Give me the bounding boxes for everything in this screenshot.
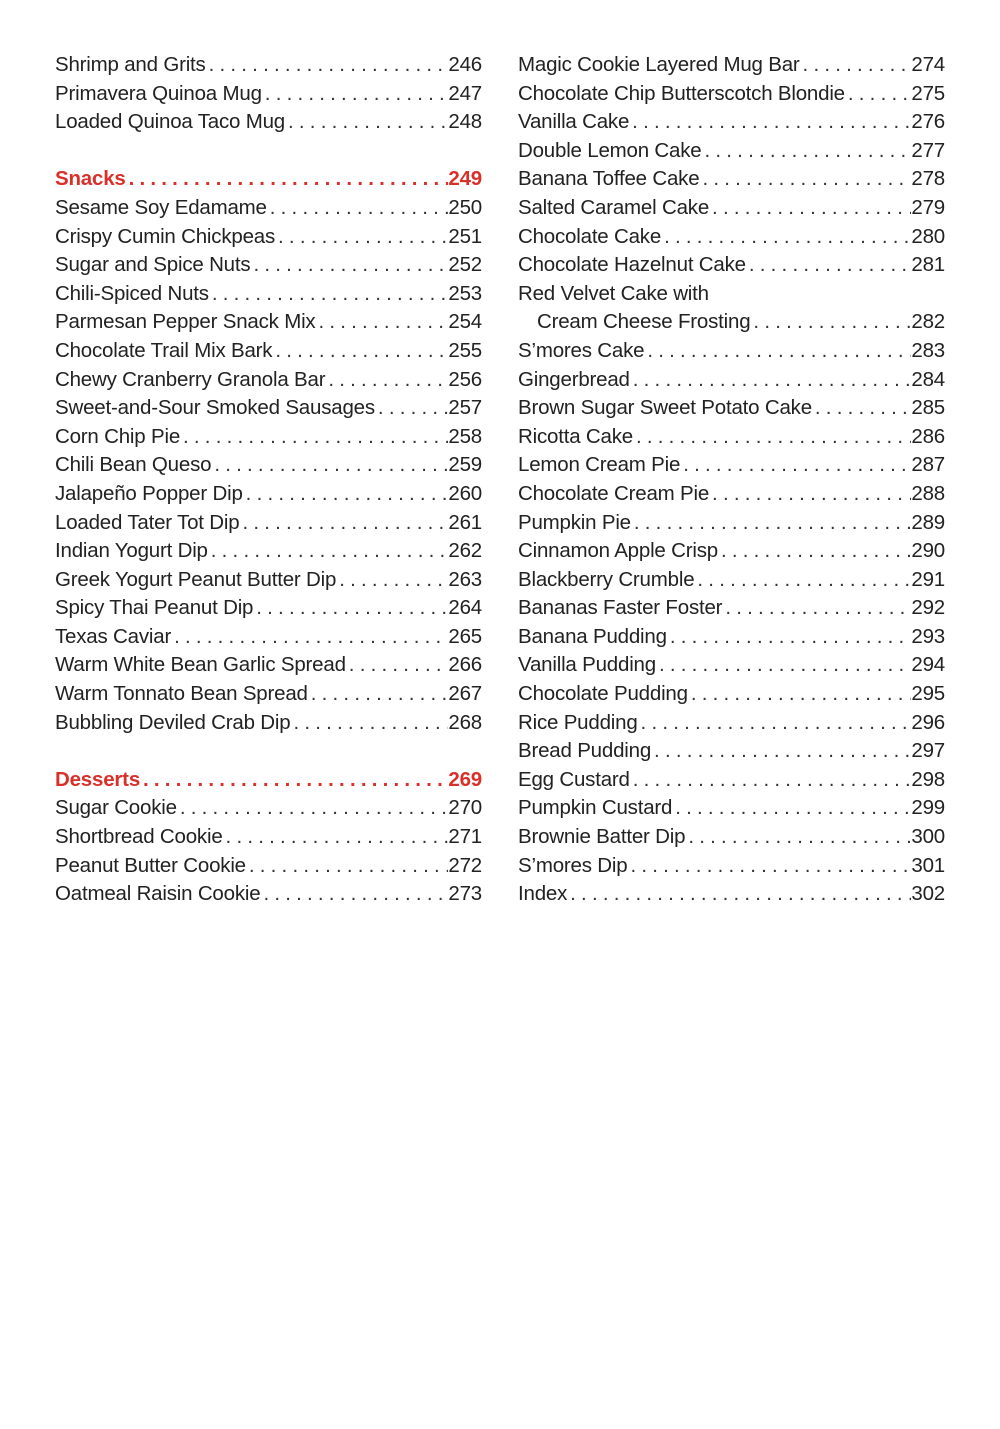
toc-entry-page-number: 301 (911, 853, 945, 877)
toc-entry-title: Snacks (55, 167, 126, 191)
dot-leader (812, 394, 911, 423)
dot-leader (709, 194, 911, 223)
toc-entry-page-number: 266 (448, 653, 482, 677)
toc-entry-page-number: 283 (911, 338, 945, 362)
toc-entry[interactable] (518, 194, 945, 223)
toc-entry[interactable] (55, 509, 482, 538)
dot-leader (680, 451, 911, 480)
dot-leader (644, 337, 911, 366)
toc-entry-title: Chocolate Chip Butterscotch Blondie (518, 81, 845, 105)
dot-leader (267, 194, 449, 223)
toc-entry-page-number: 265 (448, 624, 482, 648)
dot-leader (177, 794, 449, 823)
toc-entry-title: Vanilla Pudding (518, 653, 656, 677)
toc-entry-title: Sesame Soy Edamame (55, 195, 267, 219)
toc-entry-title: Bubbling Deviled Crab Dip (55, 710, 291, 734)
toc-entry-title: Double Lemon Cake (518, 138, 702, 162)
toc-entry[interactable] (518, 451, 945, 480)
toc-entry-page-number: 249 (448, 167, 482, 191)
dot-leader (638, 709, 912, 738)
toc-entry-title: S’mores Cake (518, 338, 645, 362)
dot-leader (243, 480, 449, 509)
toc-entry[interactable] (518, 537, 945, 566)
toc-entry-page-number: 302 (911, 882, 945, 906)
toc-entry-title: Oatmeal Raisin Cookie (55, 882, 261, 906)
dot-leader (633, 423, 911, 452)
toc-entry-page-number: 261 (448, 510, 482, 534)
toc-entry-page-number: 264 (448, 596, 482, 620)
toc-entry-page-number: 290 (911, 539, 945, 563)
dot-leader (722, 594, 911, 623)
toc-entry-page-number: 295 (911, 682, 945, 706)
toc-entry-title: Magic Cookie Layered Mug Bar (518, 53, 800, 76)
section-spacer (55, 137, 482, 166)
toc-entry[interactable] (518, 823, 945, 852)
toc-entry-title: Rice Pudding (518, 710, 638, 734)
toc-entry-title: Banana Pudding (518, 624, 667, 648)
toc-entry-title: Lemon Cream Pie (518, 453, 681, 477)
dot-leader (253, 594, 448, 623)
toc-entry[interactable] (518, 680, 945, 709)
toc-entry[interactable] (518, 566, 945, 595)
toc-entry-title: S’mores Dip (518, 853, 628, 877)
toc-entry-title: Sweet-and-Sour Smoked Sausages (55, 396, 375, 420)
toc-entry-page-number: 291 (911, 567, 945, 591)
toc-entry-page-number: 289 (911, 510, 945, 534)
toc-entry[interactable] (518, 280, 945, 309)
dot-leader (325, 366, 448, 395)
toc-entry[interactable] (55, 451, 482, 480)
toc-entry-title: Bananas Faster Foster (518, 596, 723, 620)
toc-entry-page-number: 287 (911, 453, 945, 477)
toc-entry[interactable] (518, 337, 945, 366)
toc-entry-page-number: 253 (448, 281, 482, 305)
dot-leader (845, 80, 912, 109)
toc-entry-page-number: 257 (448, 396, 482, 420)
toc-entry[interactable] (518, 480, 945, 509)
toc-entry-page-number: 296 (911, 710, 945, 734)
dot-leader (630, 366, 912, 395)
toc-entry-page-number: 268 (448, 710, 482, 734)
toc-entry-title: Desserts (55, 767, 141, 791)
toc-entry[interactable] (55, 880, 482, 909)
toc-entry-title: Texas Caviar (55, 624, 172, 648)
toc-entry-page-number: 260 (448, 481, 482, 505)
toc-entry[interactable] (55, 852, 482, 881)
toc-entry-title: Spicy Thai Peanut Dip (55, 596, 254, 620)
toc-entry-page-number: 277 (911, 138, 945, 162)
toc-entry[interactable] (55, 651, 482, 680)
toc-entry[interactable] (55, 366, 482, 395)
dot-leader (250, 251, 448, 280)
toc-entry-page-number: 256 (448, 367, 482, 391)
toc-entry[interactable] (518, 394, 945, 423)
toc-entry-page-number: 282 (911, 310, 945, 334)
toc-entry[interactable] (518, 766, 945, 795)
toc-entry-page-number: 248 (448, 110, 482, 134)
toc-entry[interactable] (55, 280, 482, 309)
toc-entry-title: Indian Yogurt Dip (55, 539, 208, 563)
toc-entry-page-number: 275 (911, 81, 945, 105)
toc-entry-page-number: 246 (448, 53, 482, 76)
dot-leader (275, 223, 448, 252)
toc-entry-title: Chocolate Hazelnut Cake (518, 253, 746, 277)
toc-entry[interactable] (518, 251, 945, 280)
dot-leader (260, 880, 448, 909)
toc-entry-page-number: 285 (911, 396, 945, 420)
toc-entry-title: Egg Custard (518, 767, 630, 791)
toc-entry[interactable] (518, 108, 945, 137)
toc-entry-title: Chili Bean Queso (55, 453, 212, 477)
toc-entry-page-number: 247 (448, 81, 482, 105)
toc-entry-title: Chocolate Pudding (518, 682, 688, 706)
dot-leader (709, 480, 911, 509)
toc-entry-page-number: 259 (448, 453, 482, 477)
toc-column-right (518, 51, 945, 909)
toc-entry-title: Brownie Batter Dip (518, 825, 686, 849)
dot-leader (746, 251, 912, 280)
toc-entry-title: Parmesan Pepper Snack Mix (55, 310, 316, 334)
dot-leader (685, 823, 911, 852)
toc-column-left (55, 51, 482, 909)
toc-entry[interactable] (518, 794, 945, 823)
toc-entry-title: Chocolate Trail Mix Bark (55, 338, 273, 362)
toc-entry[interactable] (55, 394, 482, 423)
dot-leader (651, 737, 911, 766)
toc-entry-page-number: 262 (448, 539, 482, 563)
toc-entry[interactable] (55, 709, 482, 738)
toc-entry-title: Bread Pudding (518, 739, 652, 763)
toc-entry-page-number: 250 (448, 195, 482, 219)
dot-leader (702, 137, 912, 166)
dot-leader (631, 509, 912, 538)
toc-entry[interactable] (518, 137, 945, 166)
toc-entry-page-number: 300 (911, 825, 945, 849)
section-spacer (55, 737, 482, 766)
toc-entry-page-number: 258 (448, 424, 482, 448)
toc-entry-title: Pumpkin Custard (518, 796, 673, 820)
toc-entry[interactable] (55, 680, 482, 709)
toc-entry-page-number: 267 (448, 682, 482, 706)
toc-entry-page-number: 297 (911, 739, 945, 763)
dot-leader (126, 165, 449, 194)
toc-entry-title: Warm Tonnato Bean Spread (55, 682, 308, 706)
toc-entry-title: Warm White Bean Garlic Spread (55, 653, 346, 677)
toc-entry-title: Chili-Spiced Nuts (55, 281, 209, 305)
toc-entry-page-number: 263 (448, 567, 482, 591)
toc-entry[interactable] (55, 80, 482, 109)
toc-entry-title: Ricotta Cake (518, 424, 633, 448)
toc-entry[interactable] (518, 651, 945, 680)
toc-entry-page-number: 270 (448, 796, 482, 820)
toc-entry-title: Chewy Cranberry Granola Bar (55, 367, 326, 391)
toc-entry-page-number: 293 (911, 624, 945, 648)
toc-entry-title: Brown Sugar Sweet Potato Cake (518, 396, 812, 420)
dot-leader (567, 880, 911, 909)
toc-entry-title: Red Velvet Cake with (518, 281, 709, 305)
toc-entry-page-number: 274 (911, 53, 945, 76)
toc-entry-title: Salted Caramel Cake (518, 195, 710, 219)
toc-entry[interactable] (518, 223, 945, 252)
toc-entry-page-number: 254 (448, 310, 482, 334)
toc-entry-page-number: 294 (911, 653, 945, 677)
toc-entry[interactable] (55, 223, 482, 252)
dot-leader (667, 623, 912, 652)
dot-leader (180, 423, 448, 452)
toc-entry-title: Chocolate Cake (518, 224, 662, 248)
dot-leader (223, 823, 449, 852)
toc-entry-title: Index (518, 882, 568, 906)
toc-entry-page-number: 286 (911, 424, 945, 448)
toc-entry-page-number: 298 (911, 767, 945, 791)
toc-entry[interactable] (55, 623, 482, 652)
toc-entry[interactable] (55, 194, 482, 223)
toc-entry-page-number: 252 (448, 253, 482, 277)
toc-entry-title: Crispy Cumin Chickpeas (55, 224, 276, 248)
toc-entry-page-number: 279 (911, 195, 945, 219)
toc-entry[interactable] (518, 509, 945, 538)
toc-entry[interactable] (55, 594, 482, 623)
toc-entry-title: Loaded Tater Tot Dip (55, 510, 240, 534)
toc-entry-page-number: 276 (911, 110, 945, 134)
dot-leader (315, 308, 448, 337)
toc-entry[interactable] (55, 566, 482, 595)
dot-leader (206, 51, 449, 80)
dot-leader (375, 394, 448, 423)
toc-entry-title: Cream Cheese Frosting (537, 310, 751, 334)
toc-entry-title: Jalapeño Popper Dip (55, 481, 243, 505)
dot-leader (627, 852, 911, 881)
toc-entry-title: Shrimp and Grits (55, 53, 206, 76)
dot-leader (688, 680, 912, 709)
toc-entry[interactable] (518, 51, 945, 80)
toc-entry-title: Shortbread Cookie (55, 825, 223, 849)
toc-entry-page-number: 284 (911, 367, 945, 391)
toc-entry[interactable] (55, 308, 482, 337)
toc-entry-page-number: 271 (448, 825, 482, 849)
dot-leader (346, 651, 449, 680)
dot-leader (171, 623, 448, 652)
toc-entry-page-number: 280 (911, 224, 945, 248)
dot-leader (290, 709, 448, 738)
toc-entry[interactable] (55, 51, 482, 80)
toc-entry-title: Cinnamon Apple Crisp (518, 539, 718, 563)
toc-entry-title: Pumpkin Pie (518, 510, 631, 534)
dot-leader (239, 509, 448, 538)
toc-entry-page-number: 255 (448, 338, 482, 362)
toc-entry[interactable] (518, 308, 945, 337)
dot-leader (750, 308, 911, 337)
toc-entry[interactable] (55, 423, 482, 452)
dot-leader (630, 766, 912, 795)
toc-entry-title: Corn Chip Pie (55, 424, 181, 448)
toc-entry[interactable] (518, 80, 945, 109)
toc-entry[interactable] (518, 737, 945, 766)
dot-leader (672, 794, 911, 823)
toc-entry[interactable] (518, 423, 945, 452)
dot-leader (246, 852, 449, 881)
dot-leader (272, 337, 448, 366)
toc-entry-title: Sugar Cookie (55, 796, 177, 820)
toc-entry-title: Loaded Quinoa Taco Mug (55, 110, 286, 134)
toc-entry-title: Primavera Quinoa Mug (55, 81, 262, 105)
toc-entry-title: Banana Toffee Cake (518, 167, 700, 191)
toc-entry[interactable] (518, 852, 945, 881)
dot-leader (308, 680, 449, 709)
toc-entry-page-number: 278 (911, 167, 945, 191)
toc-entry-title: Chocolate Cream Pie (518, 481, 710, 505)
toc-entry-title: Greek Yogurt Peanut Butter Dip (55, 567, 337, 591)
dot-leader (209, 280, 449, 309)
toc-entry[interactable] (55, 823, 482, 852)
toc-entry-page-number: 251 (448, 224, 482, 248)
dot-leader (800, 51, 912, 80)
dot-leader (285, 108, 448, 137)
toc-entry-page-number: 269 (448, 767, 482, 791)
dot-leader (262, 80, 449, 109)
toc-entry[interactable] (55, 251, 482, 280)
toc-entry-page-number: 273 (448, 882, 482, 906)
toc-entry[interactable] (55, 337, 482, 366)
dot-leader (699, 165, 911, 194)
toc-entry[interactable] (518, 594, 945, 623)
toc-entry[interactable] (518, 165, 945, 194)
dot-leader (140, 766, 448, 795)
dot-leader (211, 451, 448, 480)
toc-entry[interactable] (55, 537, 482, 566)
toc-entry[interactable] (518, 880, 945, 909)
toc-entry-title: Gingerbread (518, 367, 630, 391)
toc-section-heading[interactable] (55, 165, 482, 194)
toc-entry[interactable] (518, 709, 945, 738)
dot-leader (336, 566, 448, 595)
toc-entry-page-number: 299 (911, 796, 945, 820)
dot-leader (718, 537, 911, 566)
toc-entry[interactable] (518, 366, 945, 395)
toc-entry-title: Blackberry Crumble (518, 567, 695, 591)
toc-entry-page-number: 288 (911, 481, 945, 505)
toc-entry[interactable] (518, 623, 945, 652)
dot-leader (656, 651, 911, 680)
dot-leader (694, 566, 911, 595)
dot-leader (208, 537, 449, 566)
toc-entry[interactable] (55, 480, 482, 509)
toc-section-heading[interactable] (55, 766, 482, 795)
toc-entry[interactable] (55, 108, 482, 137)
dot-leader (629, 108, 911, 137)
dot-leader (661, 223, 911, 252)
toc-entry-title: Sugar and Spice Nuts (55, 253, 251, 277)
toc-entry-page-number: 272 (448, 853, 482, 877)
toc-entry-title: Peanut Butter Cookie (55, 853, 246, 877)
toc-entry-page-number: 281 (911, 253, 945, 277)
toc-entry[interactable] (55, 794, 482, 823)
toc-entry-page-number: 292 (911, 596, 945, 620)
toc-entry-title: Vanilla Cake (518, 110, 630, 134)
